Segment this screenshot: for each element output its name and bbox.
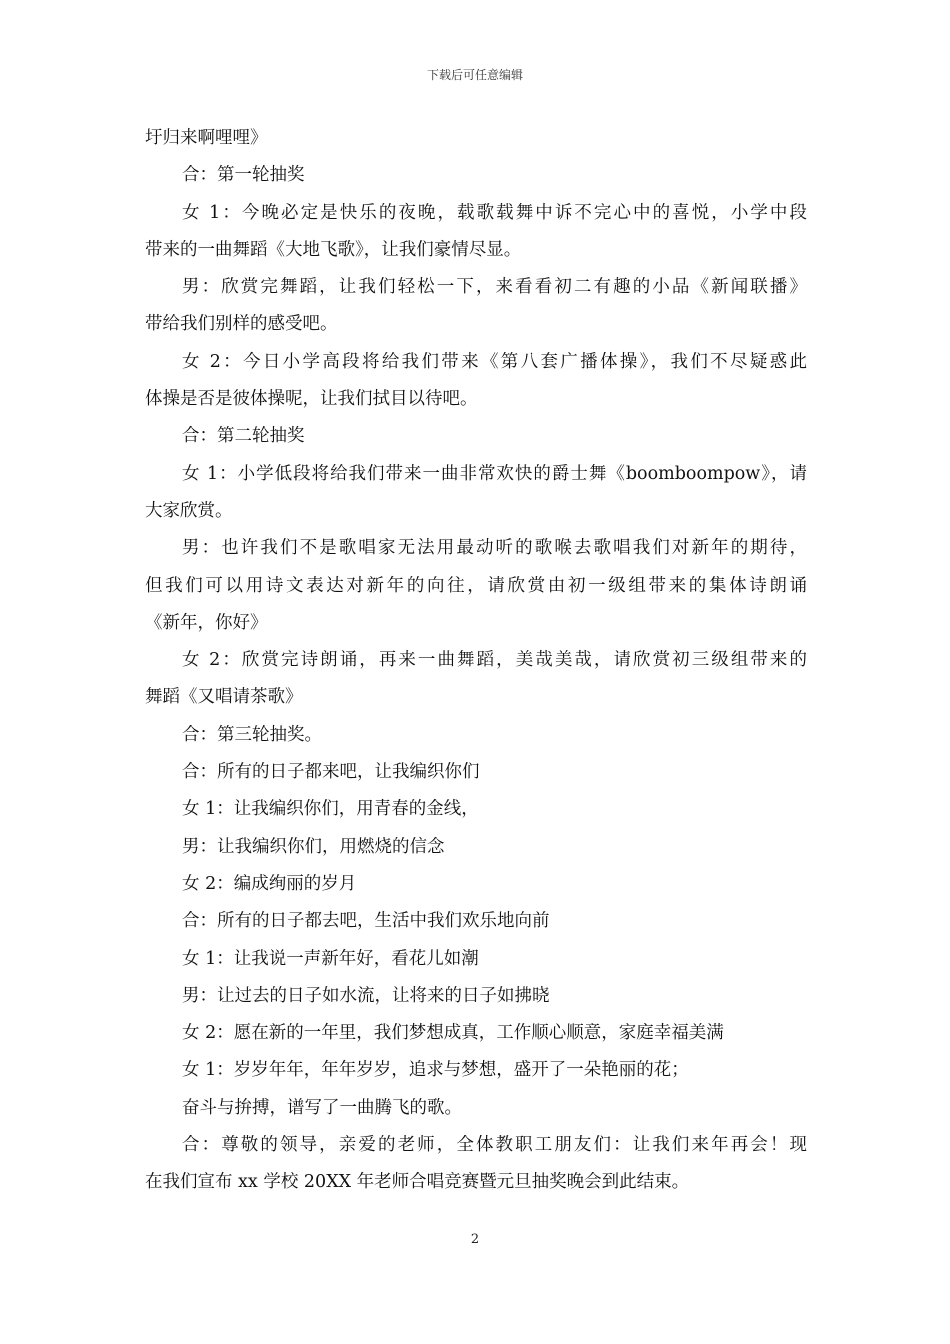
text-line: 男：让我编织你们，用燃烧的信念 xyxy=(182,836,445,857)
text-line: 奋斗与拚搏，谱写了一曲腾飞的歌。 xyxy=(182,1097,462,1118)
text-line: 女 1：岁岁年年，年年岁岁，追求与梦想，盛开了一朵艳丽的花； xyxy=(182,1060,689,1081)
text-line: 《新年，你好》 xyxy=(145,612,268,633)
text-line: 女 2：欣赏完诗朗诵，再来一曲舞蹈，美哉美哉，请欣赏初三级组带来的 xyxy=(182,650,807,671)
text-line: 女 1：今晚必定是快乐的夜晚，载歌载舞中诉不完心中的喜悦，小学中段 xyxy=(182,202,807,223)
text-line: 大家欣赏。 xyxy=(145,500,233,521)
text-line: 合：第三轮抽奖。 xyxy=(182,724,322,745)
text-line: 男：也许我们不是歌唱家无法用最动听的歌喉去歌唱我们对新年的期待， xyxy=(182,538,807,559)
text-line: 女 2：今日小学高段将给我们带来《第八套广播体操》，我们不尽疑惑此 xyxy=(182,351,807,372)
text-line: 在我们宣布 xx 学校 20XX 年老师合唱竞赛暨元旦抽奖晚会到此结束。 xyxy=(145,1172,690,1193)
text-line: 合：所有的日子都来吧，让我编织你们 xyxy=(182,762,480,783)
text-line: 带给我们别样的感受吧。 xyxy=(145,314,338,335)
text-line: 体操是否是彼体操呢，让我们拭目以待吧。 xyxy=(145,389,478,410)
text-line: 合：尊敬的领导，亲爱的老师，全体教职工朋友们：让我们来年再会！现 xyxy=(182,1135,807,1156)
text-line: 合：第一轮抽奖 xyxy=(182,165,305,186)
page-number: 2 xyxy=(470,1232,480,1247)
page-header: 下载后可任意编辑 xyxy=(426,68,523,82)
text-line: 带来的一曲舞蹈《大地飞歌》，让我们豪情尽显。 xyxy=(145,239,522,260)
text-line: 女 1：让我编织你们，用青春的金线， xyxy=(182,799,479,820)
text-line: 但我们可以用诗文表达对新年的向往，请欣赏由初一级组带来的集体诗朗诵 xyxy=(145,575,807,596)
text-line: 女 1：小学低段将给我们带来一曲非常欢快的爵士舞《boomboompow》，请 xyxy=(182,463,807,484)
text-line: 合：所有的日子都去吧，生活中我们欢乐地向前 xyxy=(182,911,550,932)
text-line: 合：第二轮抽奖 xyxy=(182,426,305,447)
text-line: 舞蹈《又唱请茶歌》 xyxy=(145,687,303,708)
text-line: 男：欣赏完舞蹈，让我们轻松一下，来看看初二有趣的小品《新闻联播》 xyxy=(182,277,807,298)
text-line: 圩归来啊哩哩》 xyxy=(145,128,268,148)
document-body xyxy=(145,120,807,1202)
text-line: 女 2：编成绚丽的岁月 xyxy=(182,873,357,894)
text-line: 女 1：让我说一声新年好，看花儿如潮 xyxy=(182,948,479,969)
text-line: 女 2：愿在新的一年里，我们梦想成真，工作顺心顺意，家庭幸福美满 xyxy=(182,1023,724,1044)
text-line: 男：让过去的日子如水流，让将来的日子如拂晓 xyxy=(182,985,550,1006)
